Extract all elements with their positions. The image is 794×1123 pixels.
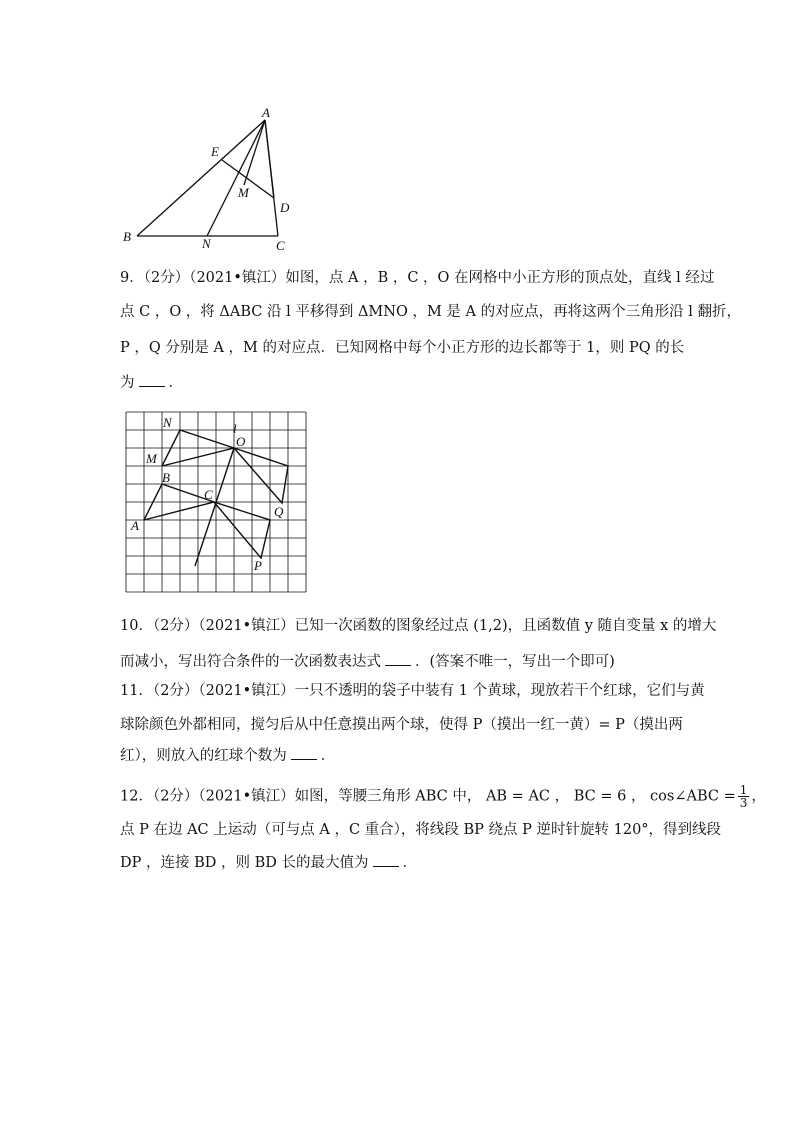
grid-label-M: M [146, 451, 157, 466]
q11-line2: 球除颜色外都相同，搅匀后从中任意摸出两个球，使得 P（摸出一红一黄）= P（摸出两 [120, 717, 683, 733]
grid-label-N: N [163, 415, 172, 430]
q12-line3-end: ． [402, 855, 417, 871]
q11-line1: 11．（2分）（2021•镇江）一只不透明的袋子中装有 1 个黄球，现放若干个红球，它们与黄 [120, 683, 705, 699]
q9-line4-text: 为 [120, 375, 135, 391]
fraction-numerator: 1 [739, 783, 748, 797]
q11-line3 [120, 746, 335, 766]
q11-line3-end: ． [320, 748, 336, 764]
label-A: A [262, 105, 270, 120]
q10-line2-text: 而减小，写出符合条件的一次函数表达式 [120, 654, 381, 670]
answer-blank [291, 747, 317, 760]
q9-line2: 点 C ，O ，将 ΔABC 沿 l 平移得到 ΔMNO ，M 是 A 的对应点，再将这两个三角形沿 l 翻折， [120, 304, 741, 320]
label-C: C [276, 238, 285, 253]
q9-line1: 9．（2分）（2021•镇江）如图，点 A ，B ，C ，O 在网格中小正方形的顶点处，直线 l 经过 [120, 270, 715, 286]
q12-line2: 点 P 在边 AC 上运动（可与点 A ，C 重合），将线段 BP 绕点 P 逆时针旋转 120°，得到线段 [120, 822, 722, 838]
label-D: D [280, 200, 290, 215]
q12-line3-text: DP ，连接 BD ，则 BD 长的最大值为 [120, 855, 369, 871]
grid-label-A: A [131, 518, 139, 533]
q9-line4-end: ． [168, 375, 183, 391]
answer-blank [385, 653, 411, 666]
grid-label-O: O [236, 434, 246, 449]
grid-label-l: l [233, 421, 237, 436]
q9-line3: P ，Q 分别是 A ，M 的对应点．已知网格中每个小正方形的边长都等于 1，则 PQ 的长 [120, 340, 685, 356]
grid-label-C: C [204, 487, 213, 502]
fraction-denominator: 3 [739, 796, 748, 810]
q12-line3 [120, 853, 417, 873]
q12-line1-text: 12．（2分）（2021•镇江）如图，等腰三角形 ABC 中， AB = AC ， BC = 6 ， cos∠ABC = [120, 788, 736, 805]
label-M: M [238, 185, 249, 200]
grid-label-B: B [162, 470, 170, 485]
answer-blank [373, 854, 399, 867]
q11-line3-text: 红），则放入的红球个数为 [120, 748, 287, 764]
q12-line1 [120, 784, 766, 809]
label-N: N [202, 236, 211, 251]
grid-label-Q: Q [274, 504, 284, 519]
grid-label-P: P [254, 558, 262, 573]
q10-line2 [120, 652, 615, 672]
q12-line1-end: ， [751, 788, 766, 805]
q10-line2-end: ．(答案不唯一，写出一个即可) [415, 654, 615, 670]
label-B: B [123, 229, 131, 244]
fraction [738, 784, 750, 809]
q10-line1: 10．（2分）（2021•镇江）已知一次函数的图象经过点 (1,2)，且函数值 y 随自变量 x 的增大 [120, 618, 717, 634]
label-E: E [211, 144, 219, 159]
